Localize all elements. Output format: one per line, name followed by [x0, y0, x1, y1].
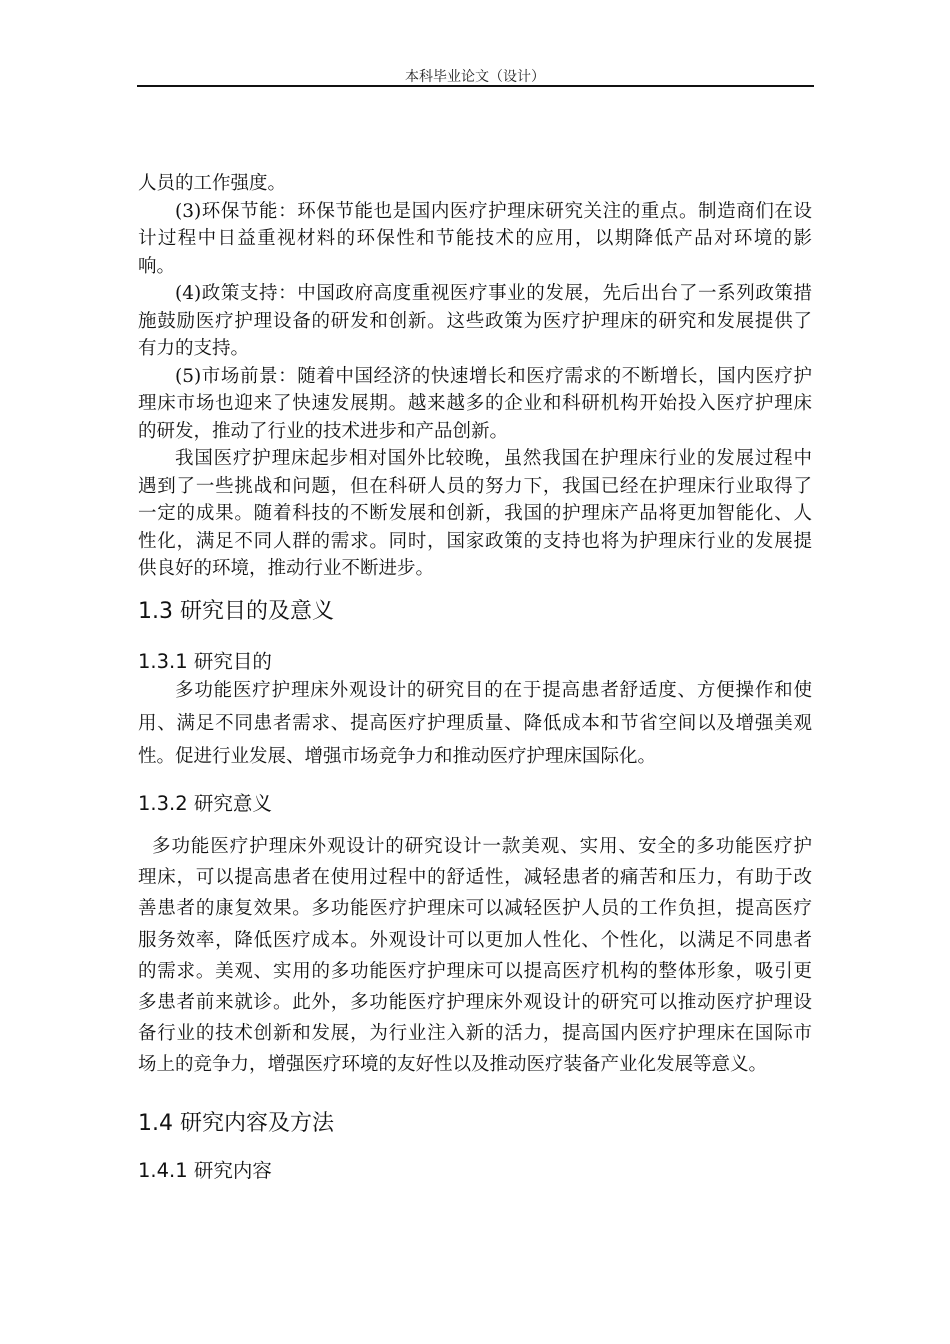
text-line: (3)环保节能：环保节能也是国内医疗护理床研究关注的重点。制造商们在设: [175, 200, 812, 222]
text-line: 施鼓励医疗护理设备的研发和创新。这些政策为医疗护理床的研究和发展提供了: [138, 310, 812, 332]
text-line: 我国医疗护理床起步相对国外比较晚，虽然我国在护理床行业的发展过程中: [175, 448, 812, 469]
text-line: 一定的成果。随着科技的不断发展和创新，我国的护理床产品将更加智能化、人: [138, 503, 812, 524]
text-line: 性。促进行业发展、增强市场竞争力和推动医疗护理床国际化。: [138, 746, 657, 767]
text-line: 的需求。美观、实用的多功能医疗护理床可以提高医疗机构的整体形象，吸引更: [138, 960, 812, 982]
text-line: 备行业的技术创新和发展，为行业注入新的活力，提高国内医疗护理床在国际市: [138, 1023, 812, 1045]
subsection-heading-1-3-1: 1.3.1 研究目的: [138, 650, 272, 673]
research-purpose-paragraph: [138, 674, 812, 773]
running-header: 本科毕业论文（设计）: [405, 69, 545, 85]
text-line: 计过程中日益重视材料的环保性和节能技术的应用，以期降低产品对环境的影: [138, 228, 812, 249]
subsection-heading-1-4-1: 1.4.1 研究内容: [138, 1159, 272, 1182]
section-heading-1-3: 1.3 研究目的及意义: [138, 599, 334, 624]
text-line: 用、满足不同患者需求、提高医疗护理质量、降低成本和节省空间以及增强美观: [138, 713, 812, 734]
text-line: 多功能医疗护理床外观设计的研究目的在于提高患者舒适度、方便操作和使: [175, 680, 812, 701]
text-line: (4)政策支持：中国政府高度重视医疗事业的发展，先后出台了一系列政策措: [175, 283, 812, 304]
text-line: 有力的支持。: [138, 338, 250, 359]
text-line: 性化，满足不同人群的需求。同时，国家政策的支持也将为护理床行业的发展提: [138, 530, 812, 552]
text-line: (5)市场前景：随着中国经济的快速增长和医疗需求的不断增长，国内医疗护: [175, 365, 812, 387]
text-line: 供良好的环境，推动行业不断进步。: [138, 558, 435, 579]
text-line: 人员的工作强度。: [138, 173, 287, 194]
body-text-block: [138, 170, 812, 583]
header-rule: [137, 85, 814, 87]
text-line: 服务效率，降低医疗成本。外观设计可以更加人性化、个性化，以满足不同患者: [138, 929, 812, 951]
text-line: 理床市场也迎来了快速发展期。越来越多的企业和科研机构开始投入医疗护理床: [138, 393, 812, 414]
subsection-heading-1-3-2: 1.3.2 研究意义: [138, 792, 272, 815]
text-line: 多功能医疗护理床外观设计的研究设计一款美观、实用、安全的多功能医疗护: [152, 836, 812, 857]
text-line: 善患者的康复效果。多功能医疗护理床可以减轻医护人员的工作负担，提高医疗: [138, 898, 812, 920]
research-significance-paragraph: [138, 831, 812, 1081]
text-line: 理床，可以提高患者在使用过程中的舒适性，减轻患者的痛苦和压力，有助于改: [138, 867, 812, 889]
text-line: 的研发，推动了行业的技术进步和产品创新。: [138, 420, 509, 442]
text-line: 场上的竞争力，增强医疗环境的友好性以及推动医疗装备产业化发展等意义。: [138, 1054, 768, 1076]
text-line: 响。: [138, 255, 176, 277]
text-line: 多患者前来就诊。此外，多功能医疗护理床外观设计的研究可以推动医疗护理设: [138, 991, 812, 1013]
section-heading-1-4: 1.4 研究内容及方法: [138, 1111, 334, 1136]
text-line: 遇到了一些挑战和问题，但在科研人员的努力下，我国已经在护理床行业取得了: [138, 475, 812, 497]
